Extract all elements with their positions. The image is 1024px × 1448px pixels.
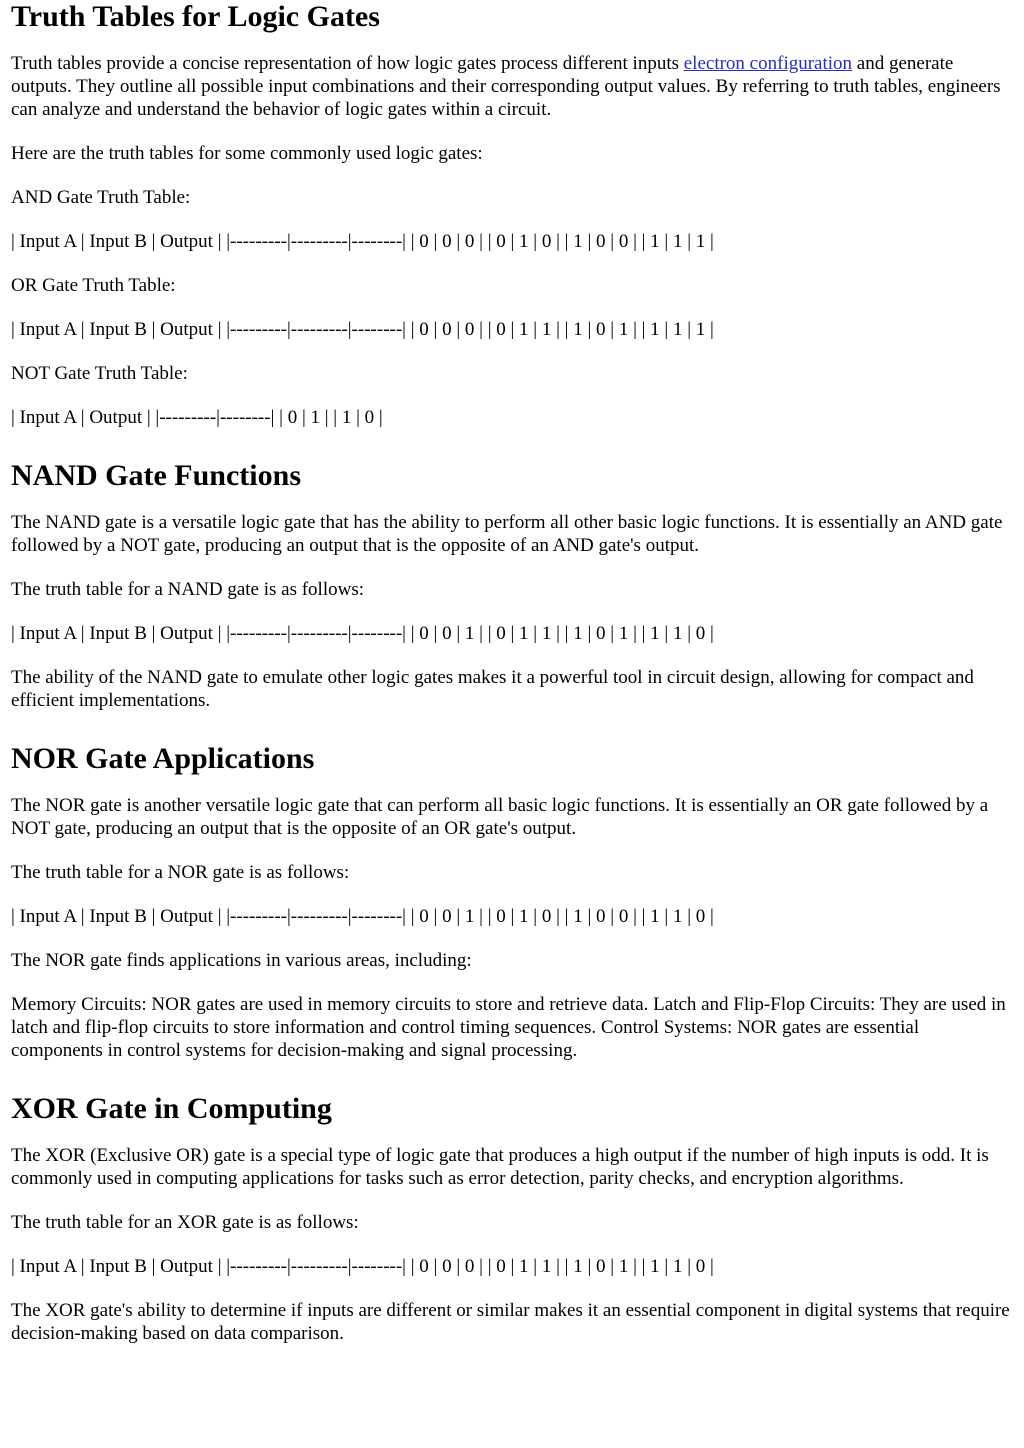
heading-truth-tables: Truth Tables for Logic Gates [11,0,380,33]
or-gate-table: | Input A | Input B | Output | |---------|---------|--------| | 0 | 0 | 0 | | 0 | 1 | 1 | | 1 | 0 | 1 | | 1 | 1 | 1 | [11,319,714,340]
xor-table-lead: The truth table for an XOR gate is as follows: [11,1212,359,1233]
nand-gate-table: | Input A | Input B | Output | |---------|---------|--------| | 0 | 0 | 1 | | 0 | 1 | 1 | | 1 | 0 | 1 | | 1 | 1 | 0 | [11,623,714,644]
nand-summary: The ability of the NAND gate to emulate other logic gates makes it a powerful tool in circuit design, allowing for compact and efficient implementations. [11,667,974,711]
truth-tables-lead: Here are the truth tables for some commonly used logic gates: [11,143,483,164]
not-gate-table: | Input A | Output | |---------|--------| | 0 | 1 | | 1 | 0 | [11,407,383,428]
nand-description: The NAND gate is a versatile logic gate that has the ability to perform all other basic logic functions. It is essentially an AND gate followed by a NOT gate, producing an output that is the opposite of an AND gate's output. [11,512,1003,556]
heading-xor: XOR Gate in Computing [11,1092,332,1125]
or-gate-label: OR Gate Truth Table: [11,275,176,296]
heading-nand: NAND Gate Functions [11,459,301,492]
nand-table-lead: The truth table for a NAND gate is as follows: [11,579,364,600]
electron-configuration-link[interactable]: electron configuration [683,53,853,74]
xor-description: The XOR (Exclusive OR) gate is a special type of logic gate that produces a high output if the number of high inputs is odd. It is commonly used in computing applications for tasks such as error detection, parity checks, and encryption algorithms. [11,1145,989,1189]
not-gate-label: NOT Gate Truth Table: [11,363,188,384]
intro-text-before-link: Truth tables provide a concise representation of how logic gates process different inputs [11,53,684,74]
and-gate-table: | Input A | Input B | Output | |---------|---------|--------| | 0 | 0 | 0 | | 0 | 1 | 0 | | 1 | 0 | 0 | | 1 | 1 | 1 | [11,231,714,252]
xor-gate-table: | Input A | Input B | Output | |---------|---------|--------| | 0 | 0 | 0 | | 0 | 1 | 1 | | 1 | 0 | 1 | | 1 | 1 | 0 | [11,1256,714,1277]
nor-table-lead: The truth table for a NOR gate is as follows: [11,862,350,883]
and-gate-label: AND Gate Truth Table: [11,187,191,208]
intro-text-after-link: and generate outputs. They outline all possible input combinations and their corresponding output values. By referring to truth tables, engineers can analyze and understand the behavior of logic gates within a circuit. [11,53,1001,120]
nor-applications-list: Memory Circuits: NOR gates are used in memory circuits to store and retrieve data. Latch and Flip-Flop Circuits: They are used in latch and flip-flop circuits to store information and control timing sequences. Control Systems: NOR gates are essential components in control systems for decision-making and signal processing. [11,994,1006,1061]
nor-applications-lead: The NOR gate finds applications in various areas, including: [11,950,472,971]
nor-description: The NOR gate is another versatile logic gate that can perform all basic logic functions. It is essentially an OR gate followed by a NOT gate, producing an output that is the opposite of an OR gate's output. [11,795,989,839]
heading-nor: NOR Gate Applications [11,742,315,775]
nor-gate-table: | Input A | Input B | Output | |---------|---------|--------| | 0 | 0 | 1 | | 0 | 1 | 0 | | 1 | 0 | 0 | | 1 | 1 | 0 | [11,906,714,927]
truth-tables-intro [11,52,1012,121]
xor-summary: The XOR gate's ability to determine if inputs are different or similar makes it an essential component in digital systems that require decision-making based on data comparison. [11,1300,1010,1344]
